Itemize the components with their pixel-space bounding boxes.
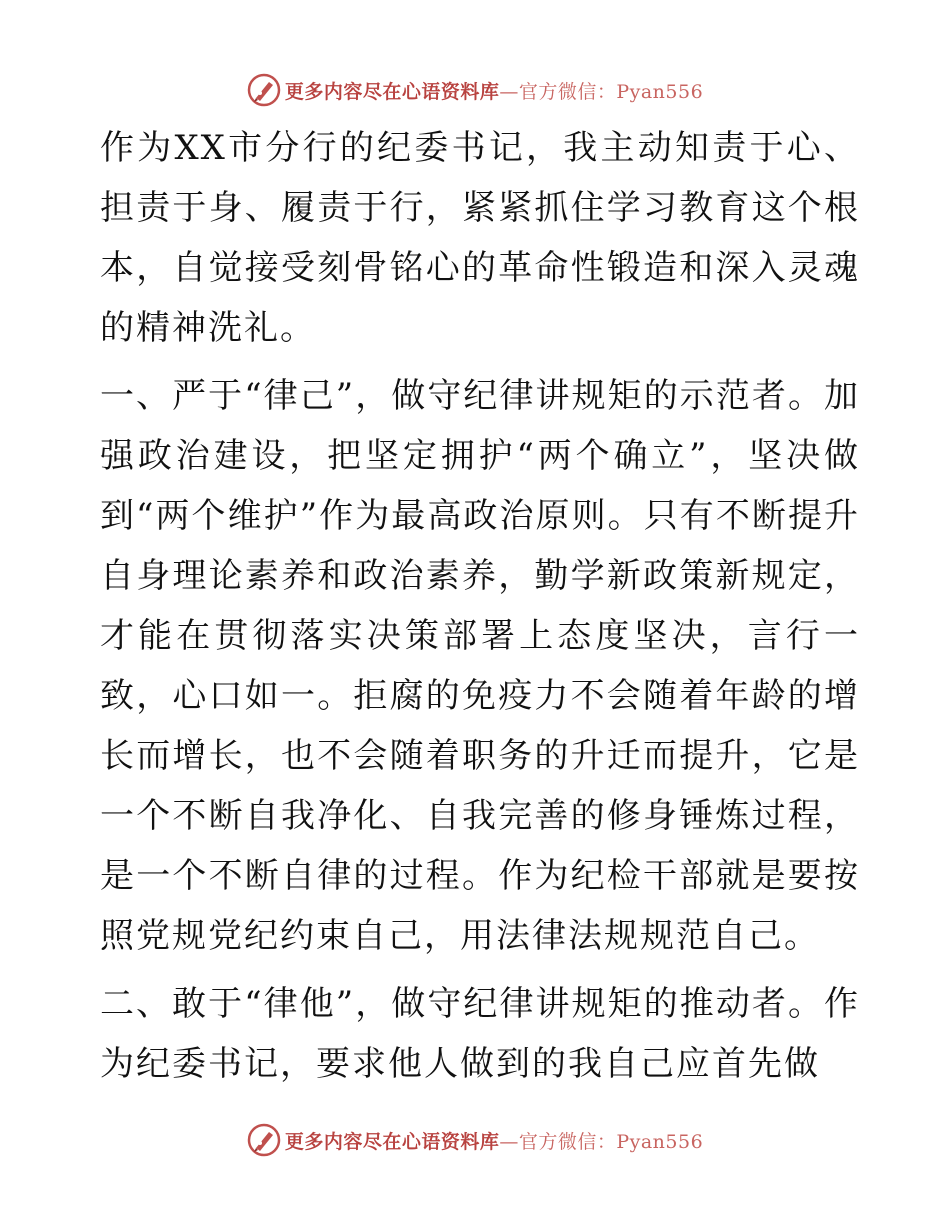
footer-watermark <box>0 1120 950 1160</box>
watermark-brand: 更多内容尽在心语资料库 <box>284 1130 500 1153</box>
watermark-text <box>285 77 703 104</box>
paragraph-intro: 作为XX市分行的纪委书记，我主动知责于心、担责于身、履责于行，紧紧抓住学习教育这个根本，自觉接受刻骨铭心的革命性锻造和深入灵魂的精神洗礼。 <box>100 128 860 348</box>
watermark-contact: —官方微信：Pyan556 <box>499 1130 704 1153</box>
paragraph-section-one: 一、严于“律己”，做守纪律讲规矩的示范者。加强政治建设，把坚定拥护“两个确立”，坚决做到“两个维护”作为最高政治原则。只有不断提升自身理论素养和政治素养，勤学新政策新规定，才能在贯彻落实决策部署上态度坚决，言行一致，心口如一。拒腐的免疫力不会随着年龄的增长而增长，也不会随着职务的升迁而提升，它是一个不断自我净化、自我完善的修身锤炼过程，是一个不断自律的过程。作为纪检干部就是要按照党规党纪约束自己，用法律法规规范自己。 <box>100 376 860 956</box>
pen-logo-icon <box>247 1123 281 1157</box>
watermark-text <box>285 1127 703 1154</box>
paragraph-section-two: 二、敢于“律他”，做守纪律讲规矩的推动者。作为纪委书记，要求他人做到的我自己应首先做 <box>100 984 860 1084</box>
document-body <box>100 118 860 1094</box>
pen-logo-icon <box>247 73 281 107</box>
watermark-contact: —官方微信：Pyan556 <box>499 80 704 103</box>
watermark-brand: 更多内容尽在心语资料库 <box>284 80 500 103</box>
header-watermark <box>0 70 950 110</box>
